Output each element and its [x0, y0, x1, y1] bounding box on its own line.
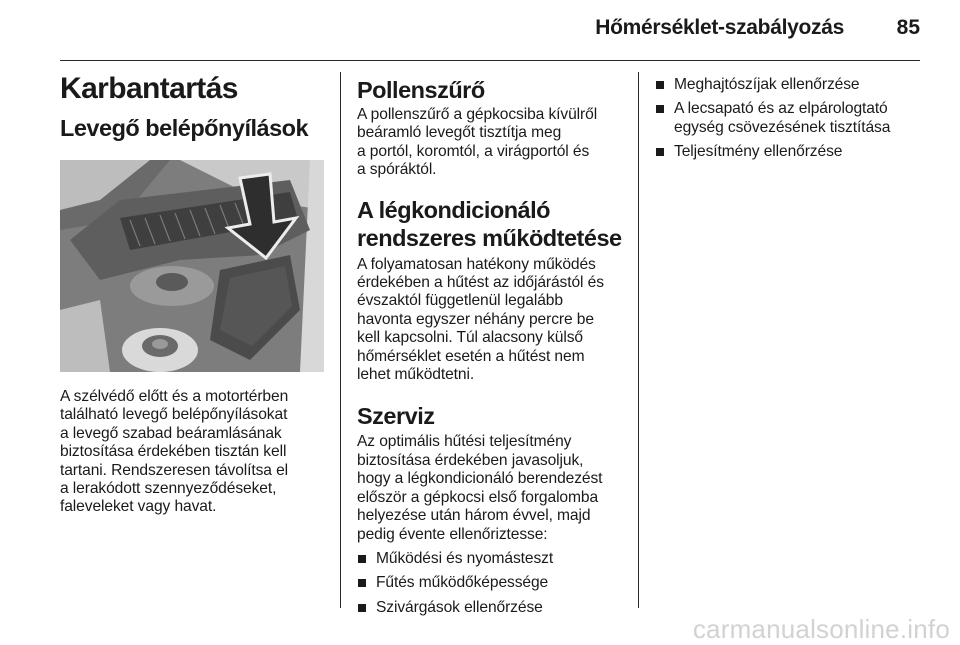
list-item-text: egység csövezésének tisztítása [674, 118, 891, 136]
service-checklist-continued [655, 76, 921, 162]
list-item-text: Fűtés működőképessége [376, 574, 549, 592]
square-bullet-icon [656, 81, 664, 89]
list-item-text: Teljesítmény ellenőrzése [674, 143, 843, 161]
body-line: A folyamatosan hatékony működés [357, 255, 596, 273]
body-line: kell kapcsolni. Túl alacsony külső [357, 329, 583, 347]
page-header-title: Hőmérséklet-szabályozás [595, 16, 844, 39]
pollen-paragraph [357, 106, 623, 180]
heading-line: rendszeres működtetése [357, 224, 622, 251]
column-2 [357, 76, 623, 617]
list-item-text: A lecsapató és az elpárologtató [674, 100, 888, 118]
body-line: pedig évente ellenőriztesse: [357, 525, 548, 543]
body-line: helyezése után három évvel, majd [357, 507, 591, 525]
body-line: található levegő belépőnyílásokat [60, 406, 288, 424]
body-line: havonta egyszer néhány percre be [357, 310, 594, 328]
body-line: faleveleket vagy havat. [60, 498, 217, 516]
list-item [357, 574, 623, 592]
body-line: tartani. Rendszeresen távolítsa el [60, 461, 289, 479]
list-item-text: Szivárgások ellenőrzése [376, 598, 543, 616]
column-1 [60, 70, 324, 517]
column-divider-1 [340, 72, 341, 608]
heading-line: A légkondicionáló [357, 196, 551, 223]
list-item [655, 76, 921, 94]
heading-pollen-filter: Pollenszűrő [357, 77, 485, 103]
body-line: a portól, koromtól, a virágportól és [357, 142, 590, 160]
header-rule [60, 60, 920, 61]
list-item [357, 599, 623, 617]
page-number: 85 [896, 16, 920, 39]
engine-bay-photo [60, 160, 324, 372]
square-bullet-icon [358, 604, 366, 612]
section-heading-maintenance: Karbantartás [60, 72, 238, 105]
body-line: a lerakódott szennyeződéseket, [60, 480, 277, 498]
list-item [655, 100, 921, 137]
list-item [357, 550, 623, 568]
square-bullet-icon [656, 105, 664, 113]
body-line: A szélvédő előtt és a motortérben [60, 388, 289, 405]
body-line: évszaktól függetlenül legalább [357, 292, 563, 310]
column-divider-2 [638, 72, 639, 608]
service-checklist [357, 550, 623, 617]
square-bullet-icon [358, 555, 366, 563]
body-line: érdekében a hűtést az időjárástól és [357, 274, 604, 292]
body-line: a levegő szabad beáramlásának [60, 424, 282, 442]
service-paragraph [357, 433, 623, 543]
body-line: Az optimális hűtési teljesítmény [357, 433, 572, 451]
column-3 [655, 76, 921, 162]
subheading-air-intakes: Levegő belépőnyílások [60, 115, 309, 141]
body-line: beáramló levegőt tisztítja meg [357, 124, 562, 142]
body-line: a spóráktól. [357, 161, 437, 179]
ac-paragraph [357, 256, 623, 385]
body-line: biztosítása érdekében tisztán kell [60, 443, 287, 461]
heading-ac-operation [357, 196, 623, 252]
list-item [655, 143, 921, 161]
list-item-text: Meghajtószíjak ellenőrzése [674, 76, 860, 93]
body-line: A pollenszűrő a gépkocsiba kívülről [357, 106, 598, 123]
body-line: először a gépkocsi első forgalomba [357, 488, 599, 506]
square-bullet-icon [656, 148, 664, 156]
body-line: hőmérséklet esetén a hűtést nem [357, 347, 585, 365]
body-line: lehet működtetni. [357, 366, 475, 384]
heading-service: Szerviz [357, 403, 435, 430]
body-line: hogy a légkondicionáló berendezést [357, 470, 603, 488]
air-intakes-paragraph [60, 388, 324, 517]
list-item-text: Működési és nyomásteszt [376, 549, 554, 567]
body-line: biztosítása érdekében javasoljuk, [357, 451, 584, 469]
watermark: carmanualsonline.info [692, 614, 950, 644]
square-bullet-icon [358, 579, 366, 587]
